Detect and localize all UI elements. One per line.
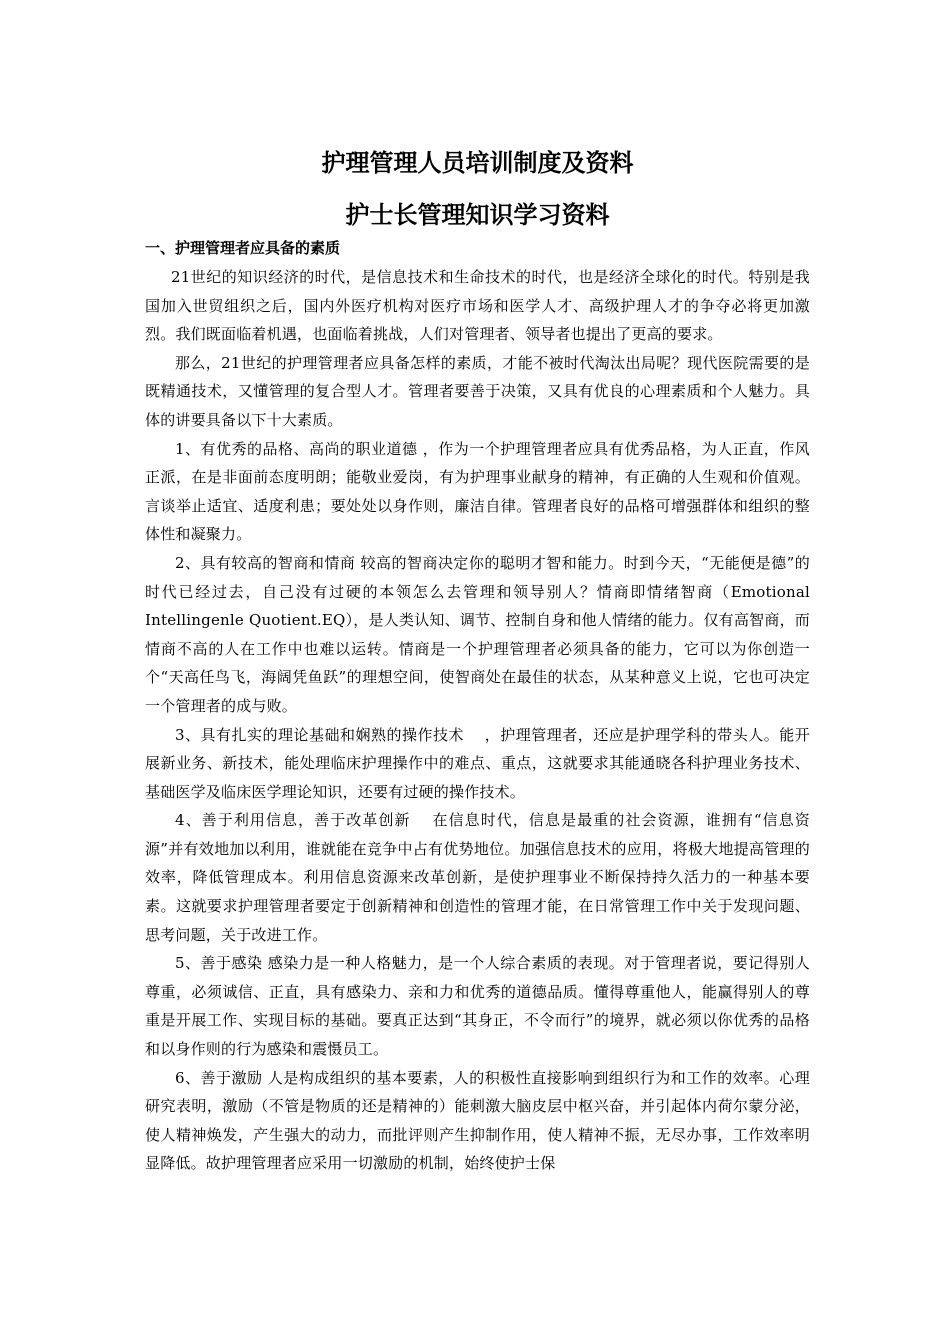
paragraph-quality-2: 2、具有较高的智商和情商 较高的智商决定你的聪明才智和能力。时到今天，“无能便是德”的时代已经过去，自己没有过硬的本领怎么去管理和领导别人？情商即情绪智商（Emotional Intellingenle Quotient.EQ），是人类认知、调节、控制自身和他人情绪的能力。仅有高智商，而情商不高的人在工作中也难以运转。情商是一个护理管理者必须具备的能力，它可以为你创造一个“天高任鸟飞，海阔凭鱼跃”的理想空间，使智商处在最佳的状态，从某种意义上说，它也可决定一个管理者的成与败。 — [145, 553, 810, 715]
paragraph-quality-4: 4、善于利用信息，善于改革创新 在信息时代，信息是最重的社会资源，谁拥有“信息资源”并有效地加以利用，谁就能在竞争中占有优势地位。加强信息技术的应用，将极大地提高管理的效率，降低管理成本。利用信息资源来改革创新，是使护理事业不断保持持久活力的一种基本要素。这就要求护理管理者要定于创新精神和创造性的管理才能，在日常管理工作中关于发现问题、思考问题，关于改进工作。 — [145, 811, 810, 944]
document-page — [145, 148, 810, 1178]
paragraph-question: 那么，21世纪的护理管理者应具备怎样的素质，才能不被时代淘汰出局呢？现代医院需要的是既精通技术，又懂管理的复合型人才。管理者要善于决策，又具有优良的心理素质和个人魅力。具体的讲要具备以下十大素质。 — [145, 353, 810, 429]
document-subtitle: 护士长管理知识学习资料 — [345, 201, 610, 229]
paragraph-quality-3: 3、具有扎实的理论基础和娴熟的操作技术 ，护理管理者，还应是护理学科的带头人。能开展新业务、新技术，能处理临床护理操作中的难点、重点，这就要求其能通晓各科护理业务技术、基础医学及临床医学理论知识，还要有过硬的操作技术。 — [145, 725, 810, 801]
document-title: 护理管理人员培训制度及资料 — [321, 149, 634, 177]
paragraph-quality-1: 1、有优秀的品格、高尚的职业道德 ，作为一个护理管理者应具有优秀品格，为人正直，作风正派，在是非面前态度明朗；能敬业爱岗，有为护理事业献身的精神，有正确的人生观和价值观。言谈举止适宜、适度利患；要处处以身作则，廉洁自律。管理者良好的品格可增强群体和组织的整体性和凝聚力。 — [145, 439, 810, 544]
paragraph-intro: 21世纪的知识经济的时代，是信息技术和生命技术的时代，也是经济全球化的时代。特别是我国加入世贸组织之后，国内外医疗机构对医疗市场和医学人才、高级护理人才的争夺必将更加激烈。我们既面临着机遇，也面临着挑战，人们对管理者、领导者也提出了更高的要求。 — [145, 268, 810, 344]
paragraph-quality-6: 6、善于激励 人是构成组织的基本要素，人的积极性直接影响到组织行为和工作的效率。心理研究表明，激励（不管是物质的还是精神的）能刺激大脑皮层中枢兴奋，并引起体内荷尔蒙分泌，使人精神焕发，产生强大的动力，而批评则产生抑制作用，使人精神不振，无尽办事，工作效率明显降低。故护理管理者应采用一切激励的机制，始终使护士保 — [145, 1068, 810, 1173]
paragraph-quality-5: 5、善于感染 感染力是一种人格魅力，是一个人综合素质的表现。对于管理者说，要记得别人尊重，必须诚信、正直，具有感染力、亲和力和优秀的道德品质。懂得尊重他人，能赢得别人的尊重是开展工作、实现目标的基础。要真正达到“其身正，不令而行”的境界，就必须以你优秀的品格和以身作则的行为感染和震慑员工。 — [145, 954, 810, 1059]
section-heading: 一、护理管理者应具备的素质 — [145, 239, 341, 257]
